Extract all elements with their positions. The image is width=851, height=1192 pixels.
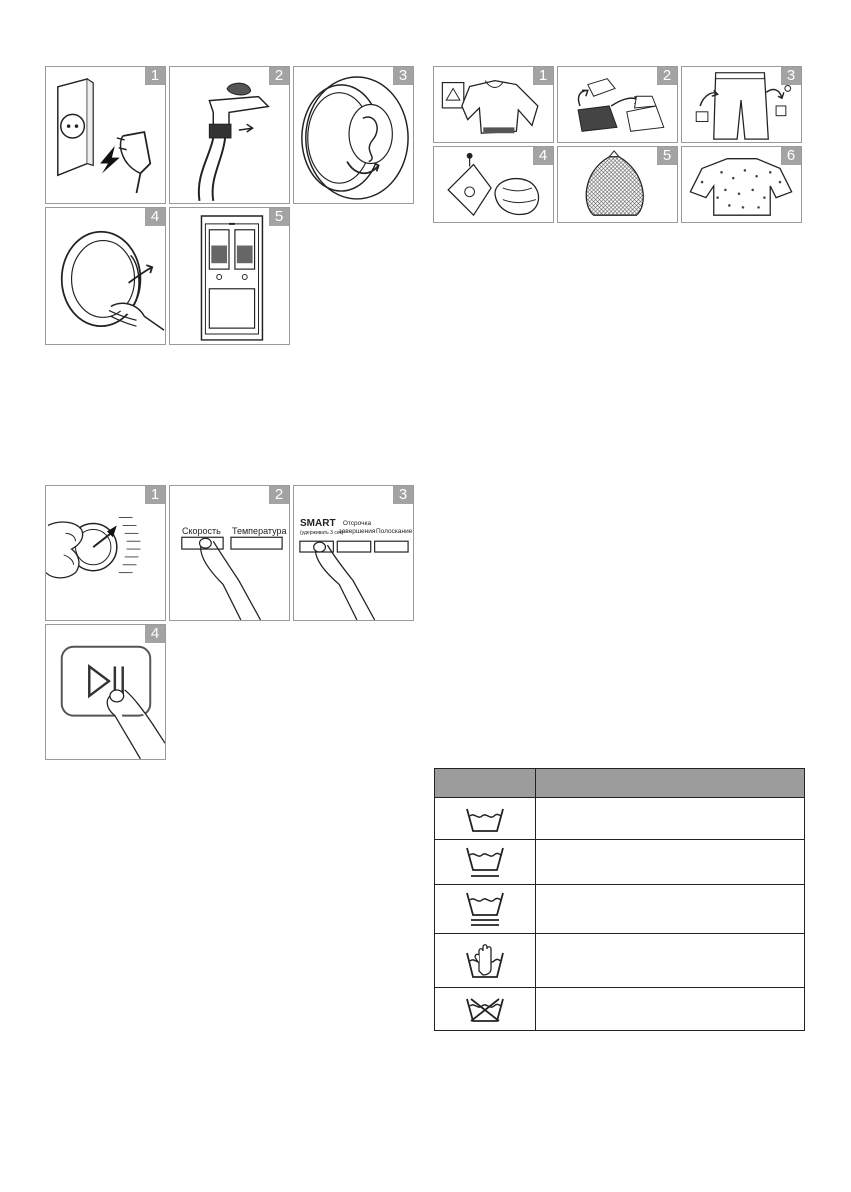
step-number: 2	[269, 67, 289, 85]
open-door-icon	[46, 208, 165, 344]
control-step-2	[169, 485, 290, 621]
description-column-header	[536, 769, 805, 798]
table-row	[435, 988, 805, 1031]
symbol-cell	[435, 988, 536, 1031]
prep-step-1	[433, 66, 554, 143]
table-header-row	[435, 769, 805, 798]
step-number: 2	[657, 67, 677, 85]
care-symbols-table	[434, 768, 805, 1031]
description-cell	[536, 840, 805, 885]
press-button-icon	[294, 486, 413, 620]
step-number: 4	[145, 625, 165, 643]
prep-step-6	[681, 146, 802, 223]
prep-step-2	[557, 66, 678, 143]
smart-hold-label: (удерживать 3 сек)	[300, 530, 344, 536]
drum-packaging-icon	[294, 67, 413, 203]
step-number: 4	[533, 147, 553, 165]
step-number: 1	[145, 67, 165, 85]
step-number: 3	[393, 67, 413, 85]
detergent-drawer-icon	[170, 208, 289, 344]
water-tap-hose-icon	[170, 67, 289, 203]
table-row	[435, 934, 805, 988]
symbol-cell	[435, 934, 536, 988]
table-row	[435, 798, 805, 840]
install-step-1	[45, 66, 166, 204]
description-cell	[536, 885, 805, 934]
speed-label: Скорость	[182, 526, 221, 536]
control-step-1	[45, 485, 166, 621]
socket-plug-icon	[46, 67, 165, 203]
hand-wash-icon	[465, 941, 505, 981]
description-cell	[536, 988, 805, 1031]
start-pause-button-icon	[46, 625, 165, 759]
symbol-column-header	[435, 769, 536, 798]
description-cell	[536, 934, 805, 988]
table-row	[435, 885, 805, 934]
control-steps	[45, 485, 414, 760]
installation-steps	[45, 66, 414, 345]
temperature-label: Температура	[232, 526, 287, 536]
install-step-5	[169, 207, 290, 345]
install-step-3	[293, 66, 414, 204]
rinse-label: Полоскание	[376, 528, 413, 535]
install-step-2	[169, 66, 290, 204]
delay-end-label: Отсрочка завершения	[338, 520, 376, 535]
laundry-prep-steps	[433, 66, 802, 223]
control-step-3	[293, 485, 414, 621]
step-number: 3	[781, 67, 801, 85]
install-step-4	[45, 207, 166, 345]
do-not-wash-icon	[465, 993, 505, 1025]
wash-basin-one-bar-icon	[465, 844, 505, 880]
table-row	[435, 840, 805, 885]
step-number: 4	[145, 208, 165, 226]
step-number: 5	[269, 208, 289, 226]
description-cell	[536, 798, 805, 840]
symbol-cell	[435, 840, 536, 885]
press-button-icon	[170, 486, 289, 620]
step-number: 2	[269, 486, 289, 504]
smart-label: SMART	[300, 518, 336, 529]
step-number: 1	[145, 486, 165, 504]
step-number: 5	[657, 147, 677, 165]
step-number: 1	[533, 67, 553, 85]
step-number: 3	[393, 486, 413, 504]
prep-step-5	[557, 146, 678, 223]
symbol-cell	[435, 798, 536, 840]
symbol-cell	[435, 885, 536, 934]
prep-step-3	[681, 66, 802, 143]
step-number: 6	[781, 147, 801, 165]
wash-basin-icon	[465, 803, 505, 835]
wash-basin-two-bars-icon	[465, 889, 505, 929]
prep-step-4	[433, 146, 554, 223]
control-step-4	[45, 624, 166, 760]
program-dial-icon	[46, 486, 165, 620]
